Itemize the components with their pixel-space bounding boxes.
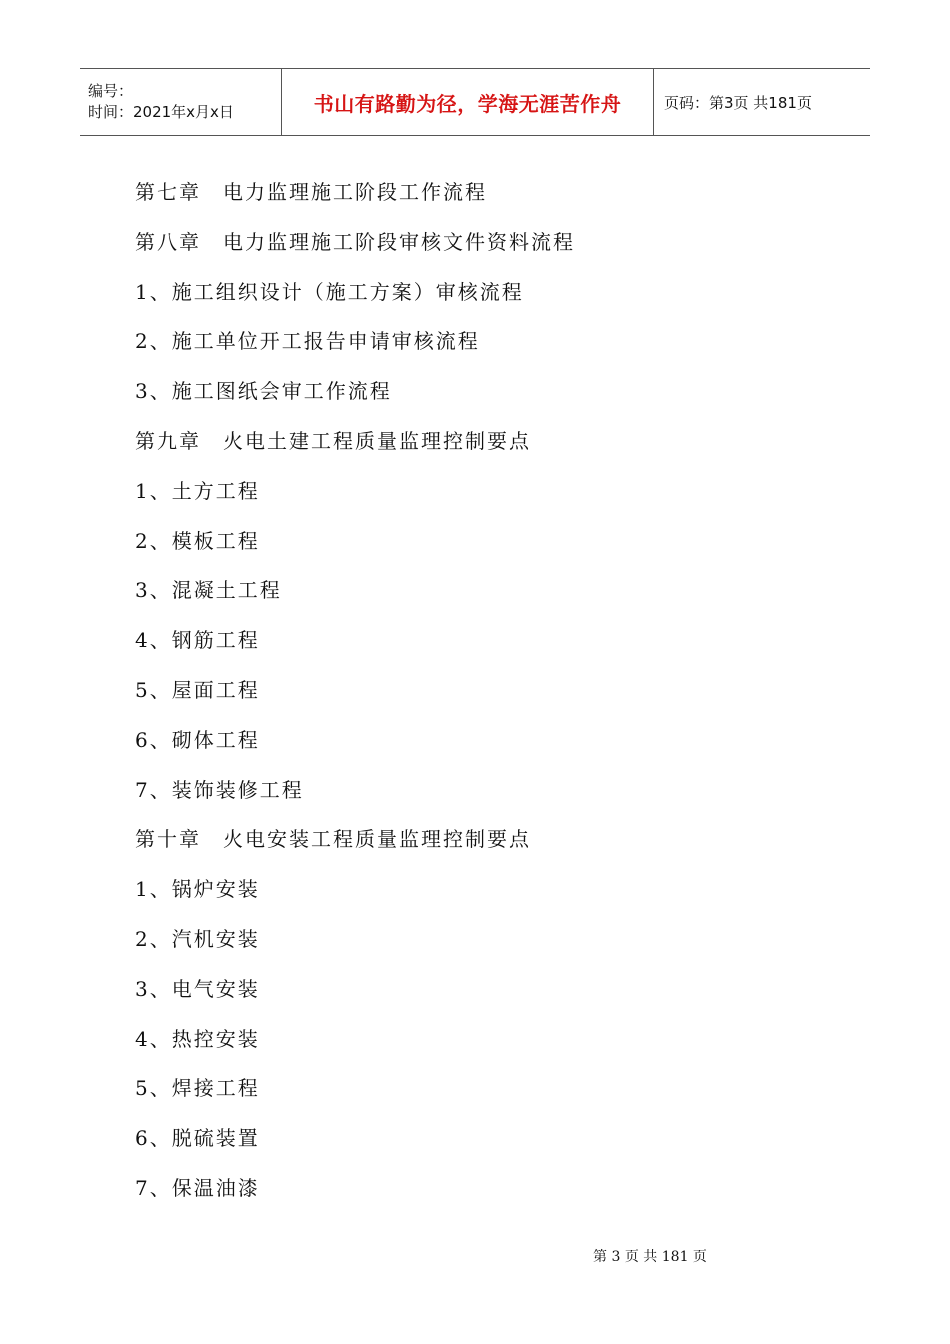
toc-item: 3、混凝土工程 <box>135 578 282 603</box>
toc-item: 4、热控安装 <box>135 1026 260 1051</box>
toc-item: 第十章 火电安装工程质量监理控制要点 <box>135 827 531 852</box>
toc-item: 1、土方工程 <box>135 478 260 503</box>
toc-item: 5、焊接工程 <box>135 1076 260 1101</box>
toc-item: 3、电气安装 <box>135 976 260 1001</box>
page-header <box>80 68 870 136</box>
toc-item: 7、装饰装修工程 <box>135 777 304 802</box>
motto-text: 书山有路勤为径，学海无涯苦作舟 <box>313 91 622 116</box>
toc-item: 7、保温油漆 <box>135 1175 260 1200</box>
toc-item: 6、脱硫装置 <box>135 1126 260 1151</box>
header-motto-cell <box>282 69 654 135</box>
header-meta <box>80 69 282 135</box>
toc-item: 4、钢筋工程 <box>135 628 260 653</box>
page-info-text: 页码：第3页 共181页 <box>664 93 812 112</box>
toc-item: 3、施工图纸会审工作流程 <box>135 379 392 404</box>
toc-item: 2、汽机安装 <box>135 926 260 951</box>
time-label: 时间：2021年x月x日 <box>88 103 234 121</box>
toc-item: 2、施工单位开工报告申请审核流程 <box>135 329 480 354</box>
toc-item: 6、砌体工程 <box>135 727 260 752</box>
header-page-info <box>654 69 870 135</box>
number-label: 编号： <box>88 82 134 100</box>
footer-page-number: 第 3 页 共 181 页 <box>593 1249 707 1265</box>
toc-item: 2、模板工程 <box>135 528 260 553</box>
toc-item: 第九章 火电土建工程质量监理控制要点 <box>135 428 531 453</box>
table-of-contents <box>135 168 855 1214</box>
toc-item: 1、锅炉安装 <box>135 877 260 902</box>
page-footer <box>0 1246 950 1266</box>
toc-item: 第八章 电力监理施工阶段审核文件资料流程 <box>135 229 575 254</box>
toc-item: 第七章 电力监理施工阶段工作流程 <box>135 180 487 204</box>
toc-item: 5、屋面工程 <box>135 677 260 702</box>
toc-item: 1、施工组织设计（施工方案）审核流程 <box>135 279 524 304</box>
